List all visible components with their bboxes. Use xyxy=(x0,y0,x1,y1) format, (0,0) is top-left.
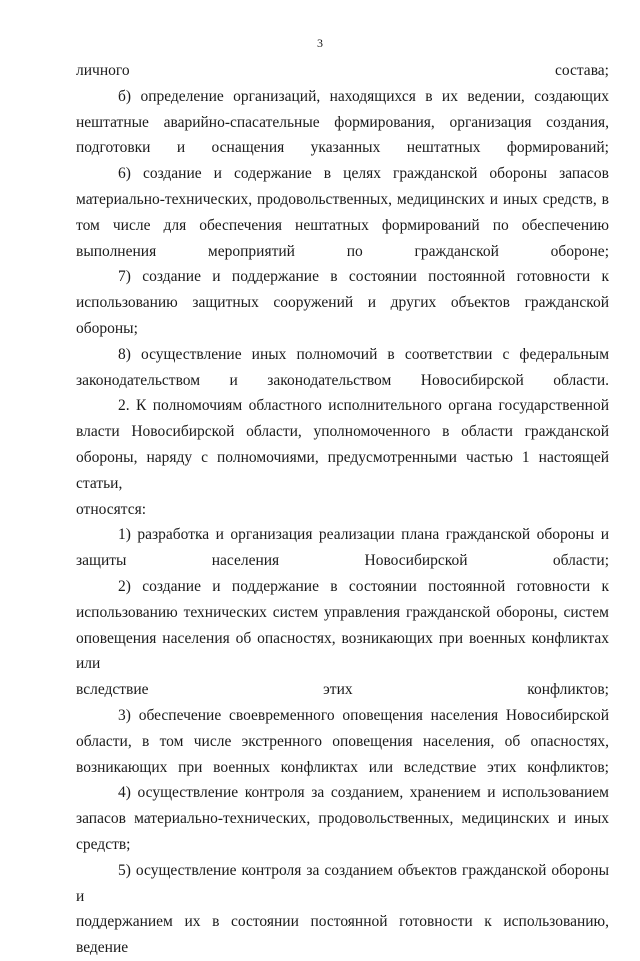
paragraph-item-5: 5) осуществление контроля за созданием объектов гражданской обороны и поддержанием их в состоянии постоянной готовности к использованию, ведение xyxy=(76,861,609,957)
paragraph-section-2: 2. К полномочиям областного исполнительного органа государственной власти Новосибирской области, уполномоченного в области гражданской обороны, наряду с полномочиями, предусмотренными частью 1 настоящей статьи, относятся: xyxy=(76,397,609,518)
paragraph-item-3: 3) обеспечение своевременного оповещения населения Новосибирской области, в том числе экстренного оповещения населения, об опасностях, возникающих при военных конфликтах или вследствие этих конфликтов; xyxy=(76,706,609,776)
paragraph-item-6: 6) создание и содержание в целях гражданской обороны запасов материально-технических, продовольственных, медицинских и иных средств, в том числе для обеспечения нештатных формирований по обеспечению выполнения мероприятий по гражданской обороне; xyxy=(76,165,609,260)
paragraph-item-4: 4) осуществление контроля за созданием, хранением и использованием запасов материально-технических, продовольственных, медицинских и иных средств; xyxy=(76,784,609,853)
paragraph-continuation: личного состава; xyxy=(76,62,609,79)
page-number: 3 xyxy=(317,36,323,50)
paragraph-item-b: б) определение организаций, находящихся в их ведении, создающих нештатные аварийно-спасательные формирования, организация создания, подготовки и оснащения указанных нештатных формирований; xyxy=(76,87,609,157)
paragraph-item-1: 1) разработка и организация реализации плана гражданской обороны и защиты населения Новосибирской области; xyxy=(76,526,609,570)
paragraph-item-7: 7) создание и поддержание в состоянии постоянной готовности к использованию защитных сооружений и других объектов гражданской обороны; xyxy=(76,268,609,337)
document-body xyxy=(76,58,609,961)
paragraph-item-2: 2) создание и поддержание в состоянии постоянной готовности к использованию технических систем управления гражданской обороны, систем оповещения населения об опасностях, возникающих при военных конфликтах или вследствие этих конфликтов; xyxy=(76,577,609,699)
paragraph-item-8: 8) осуществление иных полномочий в соответствии с федеральным законодательством и законодательством Новосибирской области. xyxy=(76,345,609,389)
